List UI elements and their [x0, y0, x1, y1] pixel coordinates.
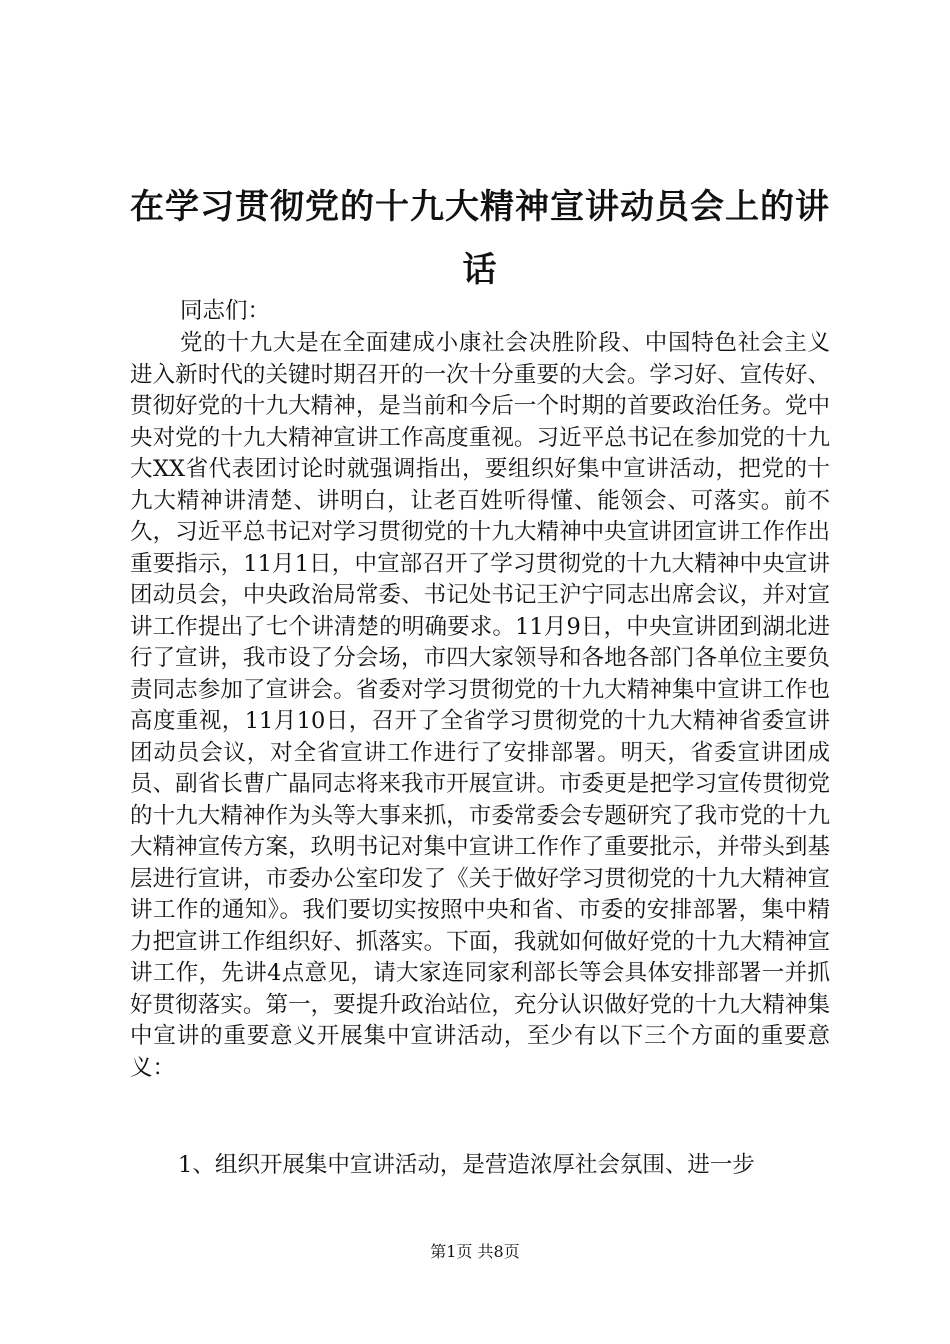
page-footer: 第1页 共8页	[430, 1242, 520, 1261]
body-paragraph: 党的十九大是在全面建成小康社会决胜阶段、中国特色社会主义进入新时代的关键时期召开的一次十分重要的大会。学习好、宣传好、贯彻好党的十九大精神，是当前和今后一个时期的首要政治任务。党中央对党的十九大精神宣讲工作高度重视。习近平总书记在参加党的十九大XX省代表团讨论时就强调指出，要组织好集中宣讲活动，把党的十九大精神讲清楚、讲明白，让老百姓听得懂、能领会、可落实。前不久，习近平总书记对学习贯彻党的十九大精神中央宣讲团宣讲工作作出重要指示，11月1日，中宣部召开了学习贯彻党的十九大精神中央宣讲团动员会，中央政治局常委、书记处书记王沪宁同志出席会议，并对宣讲工作提出了七个讲清楚的明确要求。11月9日，中央宣讲团到湖北进行了宣讲，我市设了分会场，市四大家领导和各地各部门各单位主要负责同志参加了宣讲会。省委对学习贯彻党的十九大精神集中宣讲工作也高度重视，11月10日，召开了全省学习贯彻党的十九大精神省委宣讲团动员会议，对全省宣讲工作进行了安排部署。明天，省委宣讲团成员、副省长曹广晶同志将来我市开展宣讲。市委更是把学习宣传贯彻党的十九大精神作为头等大事来抓，市委常委会专题研究了我市党的十九大精神宣传方案，玖明书记对集中宣讲工作作了重要批示，并带头到基层进行宣讲，市委办公室印发了《关于做好学习贯彻党的十九大精神宣讲工作的通知》。我们要切实按照中央和省、市委的安排部署，集中精力把宣讲工作组织好、抓落实。下面，我就如何做好党的十九大精神宣讲工作，先讲4点意见，请大家连同家利部长等会具体安排部署一并抓好贯彻落实。第一，要提升政治站位，充分认识做好党的十九大精神集中宣讲的重要意义开展集中宣讲活动，至少有以下三个方面的重要意义：	[130, 330, 830, 1081]
document-title-line-1: 在学习贯彻党的十九大精神宣讲动员会上的讲	[130, 187, 830, 227]
document-title-line-2: 话	[462, 250, 498, 290]
numbered-point-1: 1、组织开展集中宣讲活动，是营造浓厚社会氛围、进一步	[178, 1152, 755, 1178]
salutation: 同志们：	[180, 298, 271, 324]
